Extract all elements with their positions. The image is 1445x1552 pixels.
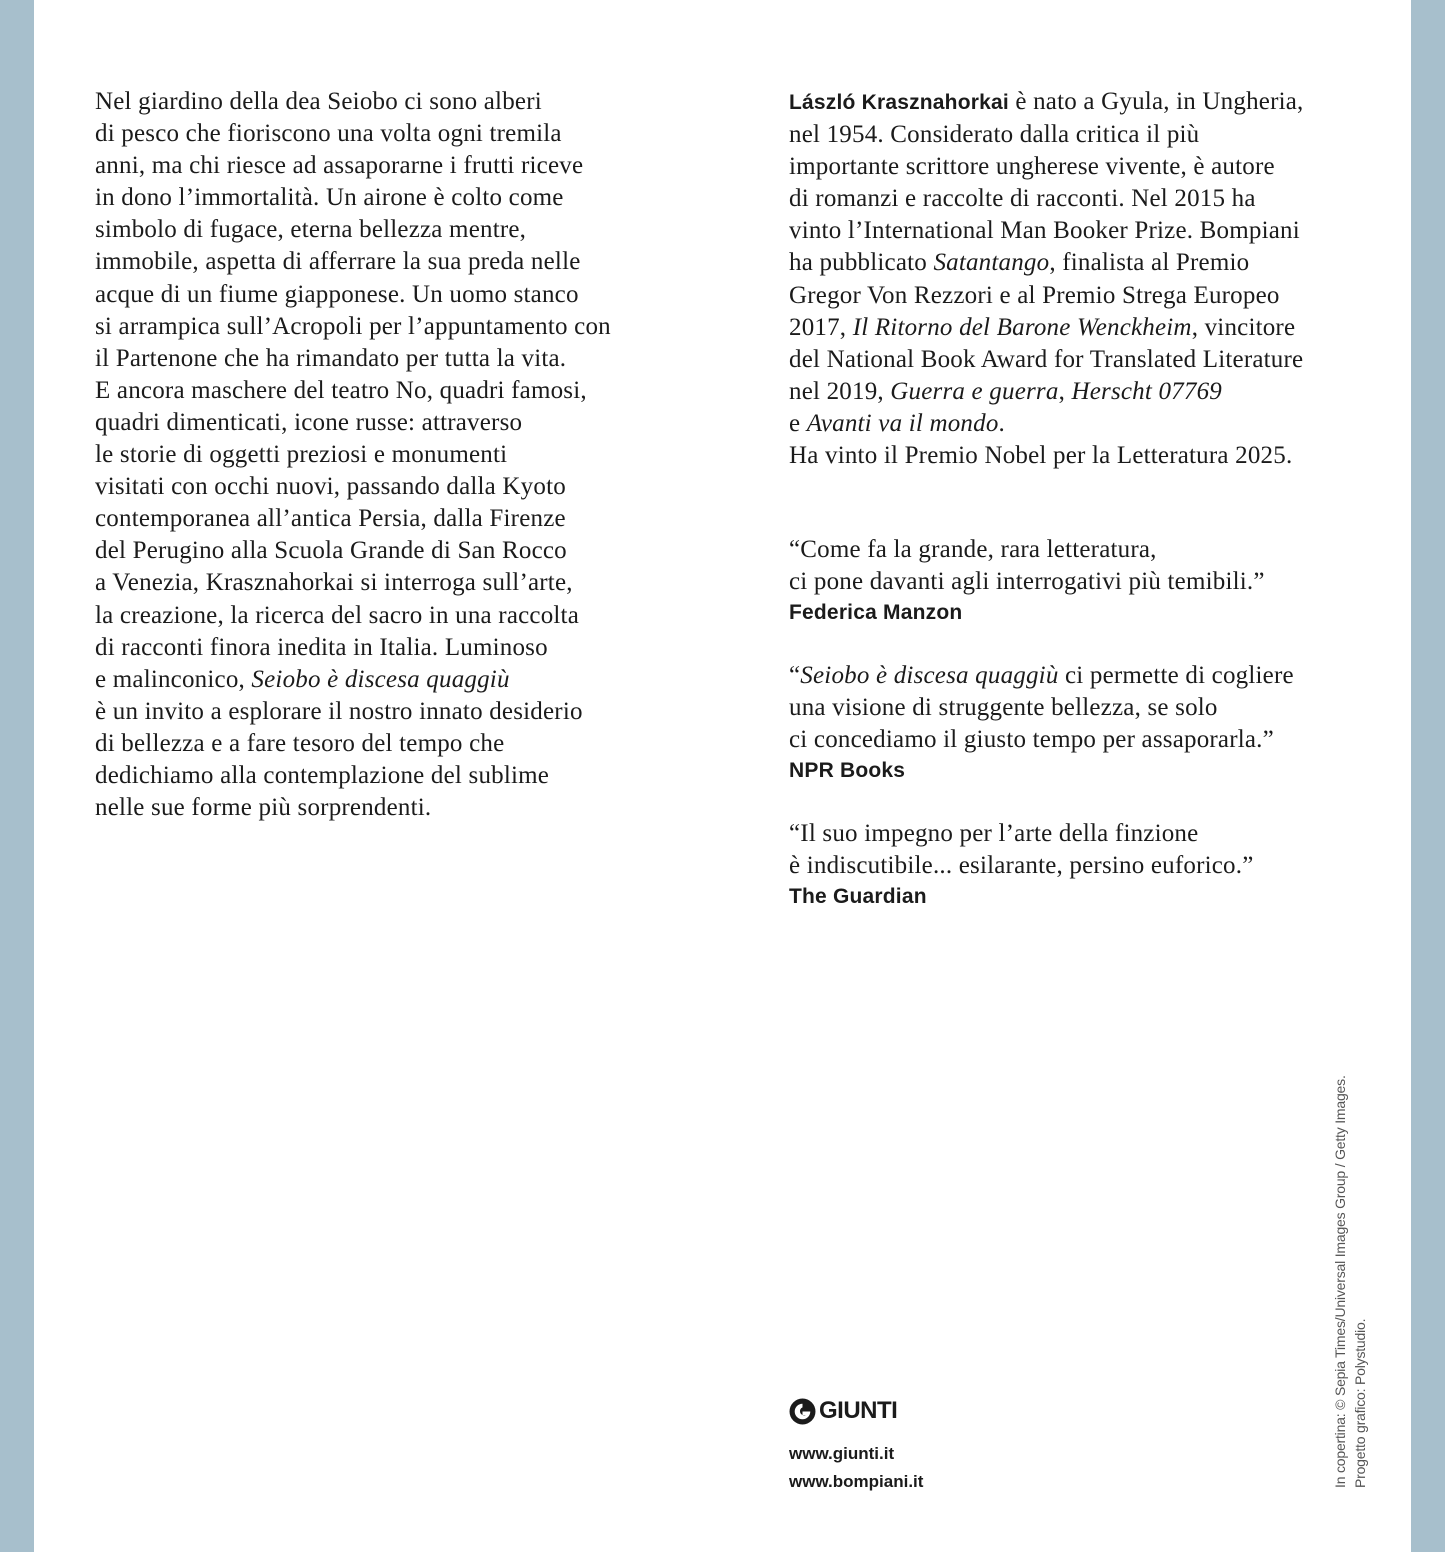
book-title: Seiobo è discesa quaggiù xyxy=(800,662,1059,689)
bio-text: , xyxy=(1058,377,1072,405)
synopsis-line: è un invito a esplorare il nostro innato desiderio xyxy=(95,697,583,725)
review-quote xyxy=(789,534,1389,627)
synopsis-line: a Venezia, Krasznahorkai si interroga sull’arte, xyxy=(95,569,573,597)
synopsis-line: in dono l’immortalità. Un airone è colto come xyxy=(95,184,564,212)
bio-line: di romanzi e raccolte di racconti. Nel 2015 ha xyxy=(789,185,1256,213)
book-title: Guerra e guerra xyxy=(890,377,1059,405)
synopsis xyxy=(95,86,715,824)
synopsis-text: e malinconico, xyxy=(95,665,252,693)
bio-text: , vincitore xyxy=(1191,313,1296,341)
synopsis-line: di pesco che fioriscono una volta ogni tremila xyxy=(95,120,562,148)
synopsis-line: di racconti finora inedita in Italia. Luminoso xyxy=(95,633,548,661)
url-link[interactable]: www.bompiani.it xyxy=(789,1472,924,1491)
quote-source: The Guardian xyxy=(789,885,927,909)
quote-line xyxy=(789,660,1389,692)
quote-line: “Come fa la grande, rara letteratura, xyxy=(789,536,1157,563)
giunti-g-logo-icon xyxy=(789,1398,816,1425)
quote-line: “Il suo impegno per l’arte della finzione xyxy=(789,820,1199,847)
synopsis-line: visitati con occhi nuovi, passando dalla Kyoto xyxy=(95,473,566,501)
synopsis-line: nelle sue forme più sorprendenti. xyxy=(95,794,432,822)
synopsis-line: simbolo di fugace, eterna bellezza mentre, xyxy=(95,216,527,244)
synopsis-line: il Partenone che ha rimandato per tutta la vita. xyxy=(95,344,567,372)
quote-line: ci pone davanti agli interrogativi più temibili.” xyxy=(789,568,1265,596)
bio-line xyxy=(789,408,1389,440)
bio-text: è nato a Gyula, in Ungheria, xyxy=(1008,88,1304,115)
synopsis-line: anni, ma chi riesce ad assaporarne i frutti riceve xyxy=(95,152,584,180)
synopsis-line: quadri dimenticati, icone russe: attraverso xyxy=(95,408,523,436)
review-quote xyxy=(789,660,1389,785)
publisher-logo xyxy=(789,1397,897,1425)
synopsis-line xyxy=(95,664,715,696)
quote-line: una visione di struggente bellezza, se solo xyxy=(789,694,1218,722)
synopsis-line: immobile, aspetta di afferrare la sua preda nelle xyxy=(95,248,581,276)
bio-line: Gregor Von Rezzori e al Premio Strega Europeo xyxy=(789,281,1280,309)
quote-source: NPR Books xyxy=(789,759,906,783)
book-title: Il Ritorno del Barone Wenckheim xyxy=(852,313,1192,341)
author-name: László Krasznahorkai xyxy=(789,91,1009,114)
bio-line xyxy=(789,86,1389,119)
book-title: Avanti va il mondo xyxy=(806,409,999,437)
book-title: Satantango xyxy=(933,249,1050,277)
bio-line: importante scrittore ungherese vivente, è autore xyxy=(789,153,1275,181)
book-title: Herscht 07769 xyxy=(1071,377,1222,405)
bio-text: e xyxy=(789,409,807,437)
bio-text: ha pubblicato xyxy=(789,249,934,277)
bio-text: nel 2019, xyxy=(789,377,891,405)
quote-text: “ xyxy=(789,662,801,689)
bio-line: del National Book Award for Translated Literature xyxy=(789,345,1304,373)
synopsis-line: del Perugino alla Scuola Grande di San Rocco xyxy=(95,537,567,565)
quote-line: è indiscutibile... esilarante, persino euforico.” xyxy=(789,852,1254,880)
bio-line xyxy=(789,247,1389,279)
bio-line: vinto l’International Man Booker Prize. Bompiani xyxy=(789,217,1300,245)
synopsis-line: acque di un fiume giapponese. Un uomo stanco xyxy=(95,280,579,308)
bio-text: , finalista al Premio xyxy=(1049,249,1250,277)
synopsis-line: la creazione, la ricerca del sacro in una raccolta xyxy=(95,601,579,629)
synopsis-line: E ancora maschere del teatro No, quadri famosi, xyxy=(95,376,587,404)
author-bio xyxy=(789,86,1389,472)
synopsis-line: si arrampica sull’Acropoli per l’appuntamento con xyxy=(95,312,611,340)
publisher-name: GIUNTI xyxy=(819,1397,898,1424)
bio-text: . xyxy=(998,409,1005,437)
bio-line: nel 1954. Considerato dalla critica il più xyxy=(789,121,1200,149)
credits-line: In copertina: © Sepia Times/Universal Images Group / Getty Images. xyxy=(1332,1075,1348,1488)
publisher-urls xyxy=(789,1440,923,1496)
bio-line xyxy=(789,376,1389,408)
credits-line: Progetto grafico: Polystudio. xyxy=(1352,1318,1368,1488)
quote-text: ci permette di cogliere xyxy=(1058,662,1294,689)
synopsis-line: contemporanea all’antica Persia, dalla Firenze xyxy=(95,505,566,533)
book-title: Seiobo è discesa quaggiù xyxy=(251,665,510,693)
bio-text: 2017, xyxy=(789,313,853,341)
back-cover-page xyxy=(34,0,1411,1552)
synopsis-line: dedichiamo alla contemplazione del sublime xyxy=(95,761,550,789)
url-link[interactable]: www.giunti.it xyxy=(789,1444,895,1463)
synopsis-line: Nel giardino della dea Seiobo ci sono alberi xyxy=(95,88,542,115)
synopsis-line: le storie di oggetti preziosi e monumenti xyxy=(95,441,508,469)
quote-source: Federica Manzon xyxy=(789,601,963,625)
cover-credits xyxy=(1330,1075,1370,1488)
synopsis-line: di bellezza e a fare tesoro del tempo che xyxy=(95,729,505,757)
quote-line: ci concediamo il giusto tempo per assaporarla.” xyxy=(789,726,1274,754)
bio-line xyxy=(789,312,1389,344)
bio-line: Ha vinto il Premio Nobel per la Letteratura 2025. xyxy=(789,442,1293,470)
review-quote xyxy=(789,818,1389,911)
